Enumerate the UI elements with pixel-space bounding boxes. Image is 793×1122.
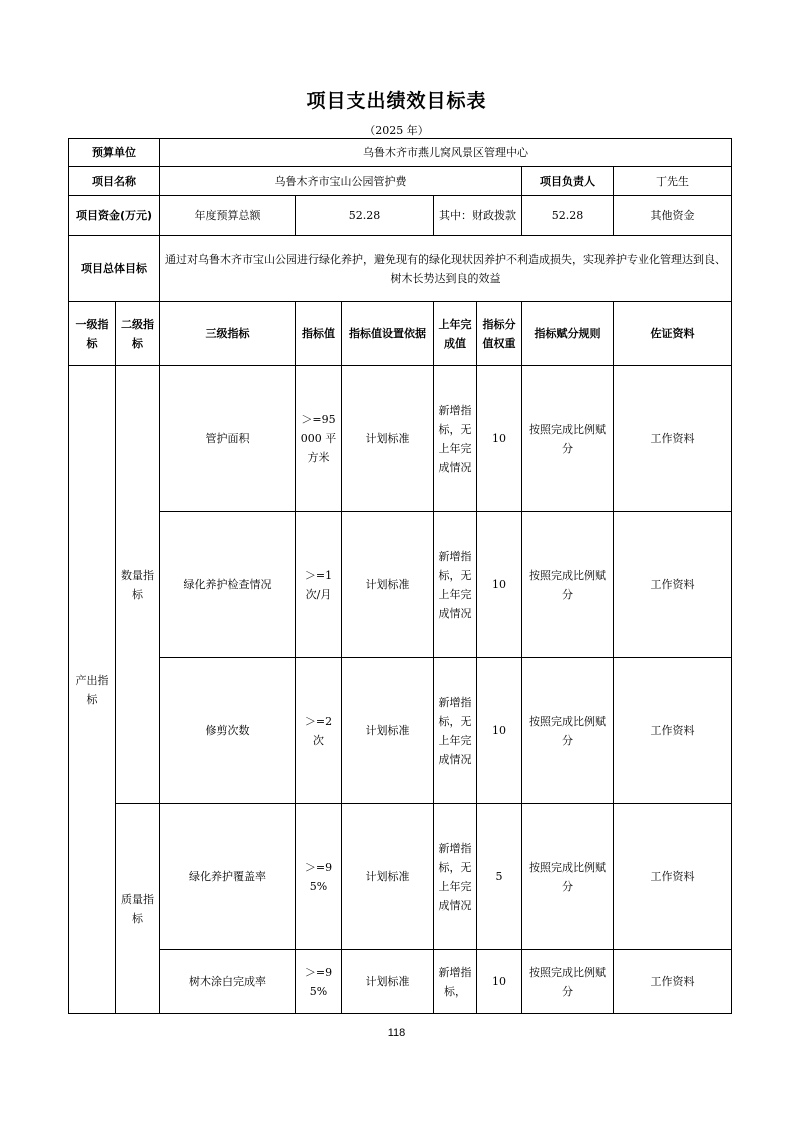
level1-output-indicator: 产出指标 (69, 366, 116, 1014)
annual-budget-label: 年度预算总额 (160, 196, 296, 236)
row-rule: 按照完成比例赋分 (522, 512, 614, 658)
header-evidence: 佐证资料 (614, 302, 732, 366)
budget-unit-row (69, 139, 732, 167)
row-rule: 按照完成比例赋分 (522, 658, 614, 804)
row-basis: 计划标准 (342, 512, 434, 658)
row-value: ＞=95000 平方米 (296, 366, 342, 512)
row-rule: 按照完成比例赋分 (522, 950, 614, 1014)
row-value: ＞=1 次/月 (296, 512, 342, 658)
row-last-year: 新增指标，无上年完成情况 (434, 366, 477, 512)
row-evidence: 工作资料 (614, 366, 732, 512)
row-evidence: 工作资料 (614, 658, 732, 804)
row-indicator: 修剪次数 (160, 658, 296, 804)
header-basis: 指标值设置依据 (342, 302, 434, 366)
project-manager-value: 丁先生 (614, 167, 732, 196)
goal-label: 项目总体目标 (69, 236, 160, 302)
row-last-year: 新增指标， (434, 950, 477, 1014)
page-number: 118 (387, 1027, 406, 1039)
row-last-year: 新增指标，无上年完成情况 (434, 512, 477, 658)
row-indicator: 管护面积 (160, 366, 296, 512)
fiscal-allocation-label: 其中：财政拨款 (434, 196, 522, 236)
budget-unit-value: 乌鲁木齐市燕儿窝风景区管理中心 (160, 139, 732, 167)
project-name-value: 乌鲁木齐市宝山公园管护费 (160, 167, 522, 196)
header-level1: 一级指标 (69, 302, 116, 366)
row-indicator: 绿化养护覆盖率 (160, 804, 296, 950)
indicator-header-row (69, 302, 732, 366)
project-manager-label: 项目负责人 (522, 167, 614, 196)
row-basis: 计划标准 (342, 366, 434, 512)
row-weight: 10 (477, 512, 522, 658)
header-level3: 三级指标 (160, 302, 296, 366)
row-basis: 计划标准 (342, 950, 434, 1014)
annual-budget-value: 52.28 (296, 196, 434, 236)
row-weight: 10 (477, 366, 522, 512)
table-row (69, 366, 732, 512)
project-name-label: 项目名称 (69, 167, 160, 196)
row-indicator: 树木涂白完成率 (160, 950, 296, 1014)
table-row (69, 658, 732, 804)
project-name-row (69, 167, 732, 196)
row-basis: 计划标准 (342, 804, 434, 950)
row-value: ＞=95% (296, 950, 342, 1014)
row-rule: 按照完成比例赋分 (522, 366, 614, 512)
level2-quantity-indicator: 数量指标 (116, 366, 160, 804)
level2-quality-indicator: 质量指标 (116, 804, 160, 1014)
goal-row (69, 236, 732, 302)
row-rule: 按照完成比例赋分 (522, 804, 614, 950)
header-level2: 二级指标 (116, 302, 160, 366)
fiscal-allocation-value: 52.28 (522, 196, 614, 236)
year-label: （2025 年） (364, 124, 429, 137)
row-evidence: 工作资料 (614, 804, 732, 950)
table-row (69, 512, 732, 658)
other-funds-label: 其他资金 (614, 196, 732, 236)
row-weight: 5 (477, 804, 522, 950)
funds-row (69, 196, 732, 236)
row-evidence: 工作资料 (614, 950, 732, 1014)
header-rule: 指标赋分规则 (522, 302, 614, 366)
page-title: 项目支出绩效目标表 (306, 90, 487, 112)
row-indicator: 绿化养护检查情况 (160, 512, 296, 658)
table-row (69, 804, 732, 950)
header-value: 指标值 (296, 302, 342, 366)
row-value: ＞=95% (296, 804, 342, 950)
row-value: ＞=2 次 (296, 658, 342, 804)
row-weight: 10 (477, 950, 522, 1014)
goal-value: 通过对乌鲁木齐市宝山公园进行绿化养护，避免现有的绿化现状因养护不利造成损失，实现养护专业化管理达到良、树木长势达到良的效益 (160, 236, 732, 302)
header-weight: 指标分值权重 (477, 302, 522, 366)
table-row (69, 950, 732, 1014)
row-last-year: 新增指标，无上年完成情况 (434, 658, 477, 804)
row-evidence: 工作资料 (614, 512, 732, 658)
budget-unit-label: 预算单位 (69, 139, 160, 167)
row-last-year: 新增指标，无上年完成情况 (434, 804, 477, 950)
row-basis: 计划标准 (342, 658, 434, 804)
performance-target-table (68, 138, 732, 1014)
funds-label: 项目资金(万元) (69, 196, 160, 236)
header-last-year: 上年完成值 (434, 302, 477, 366)
row-weight: 10 (477, 658, 522, 804)
